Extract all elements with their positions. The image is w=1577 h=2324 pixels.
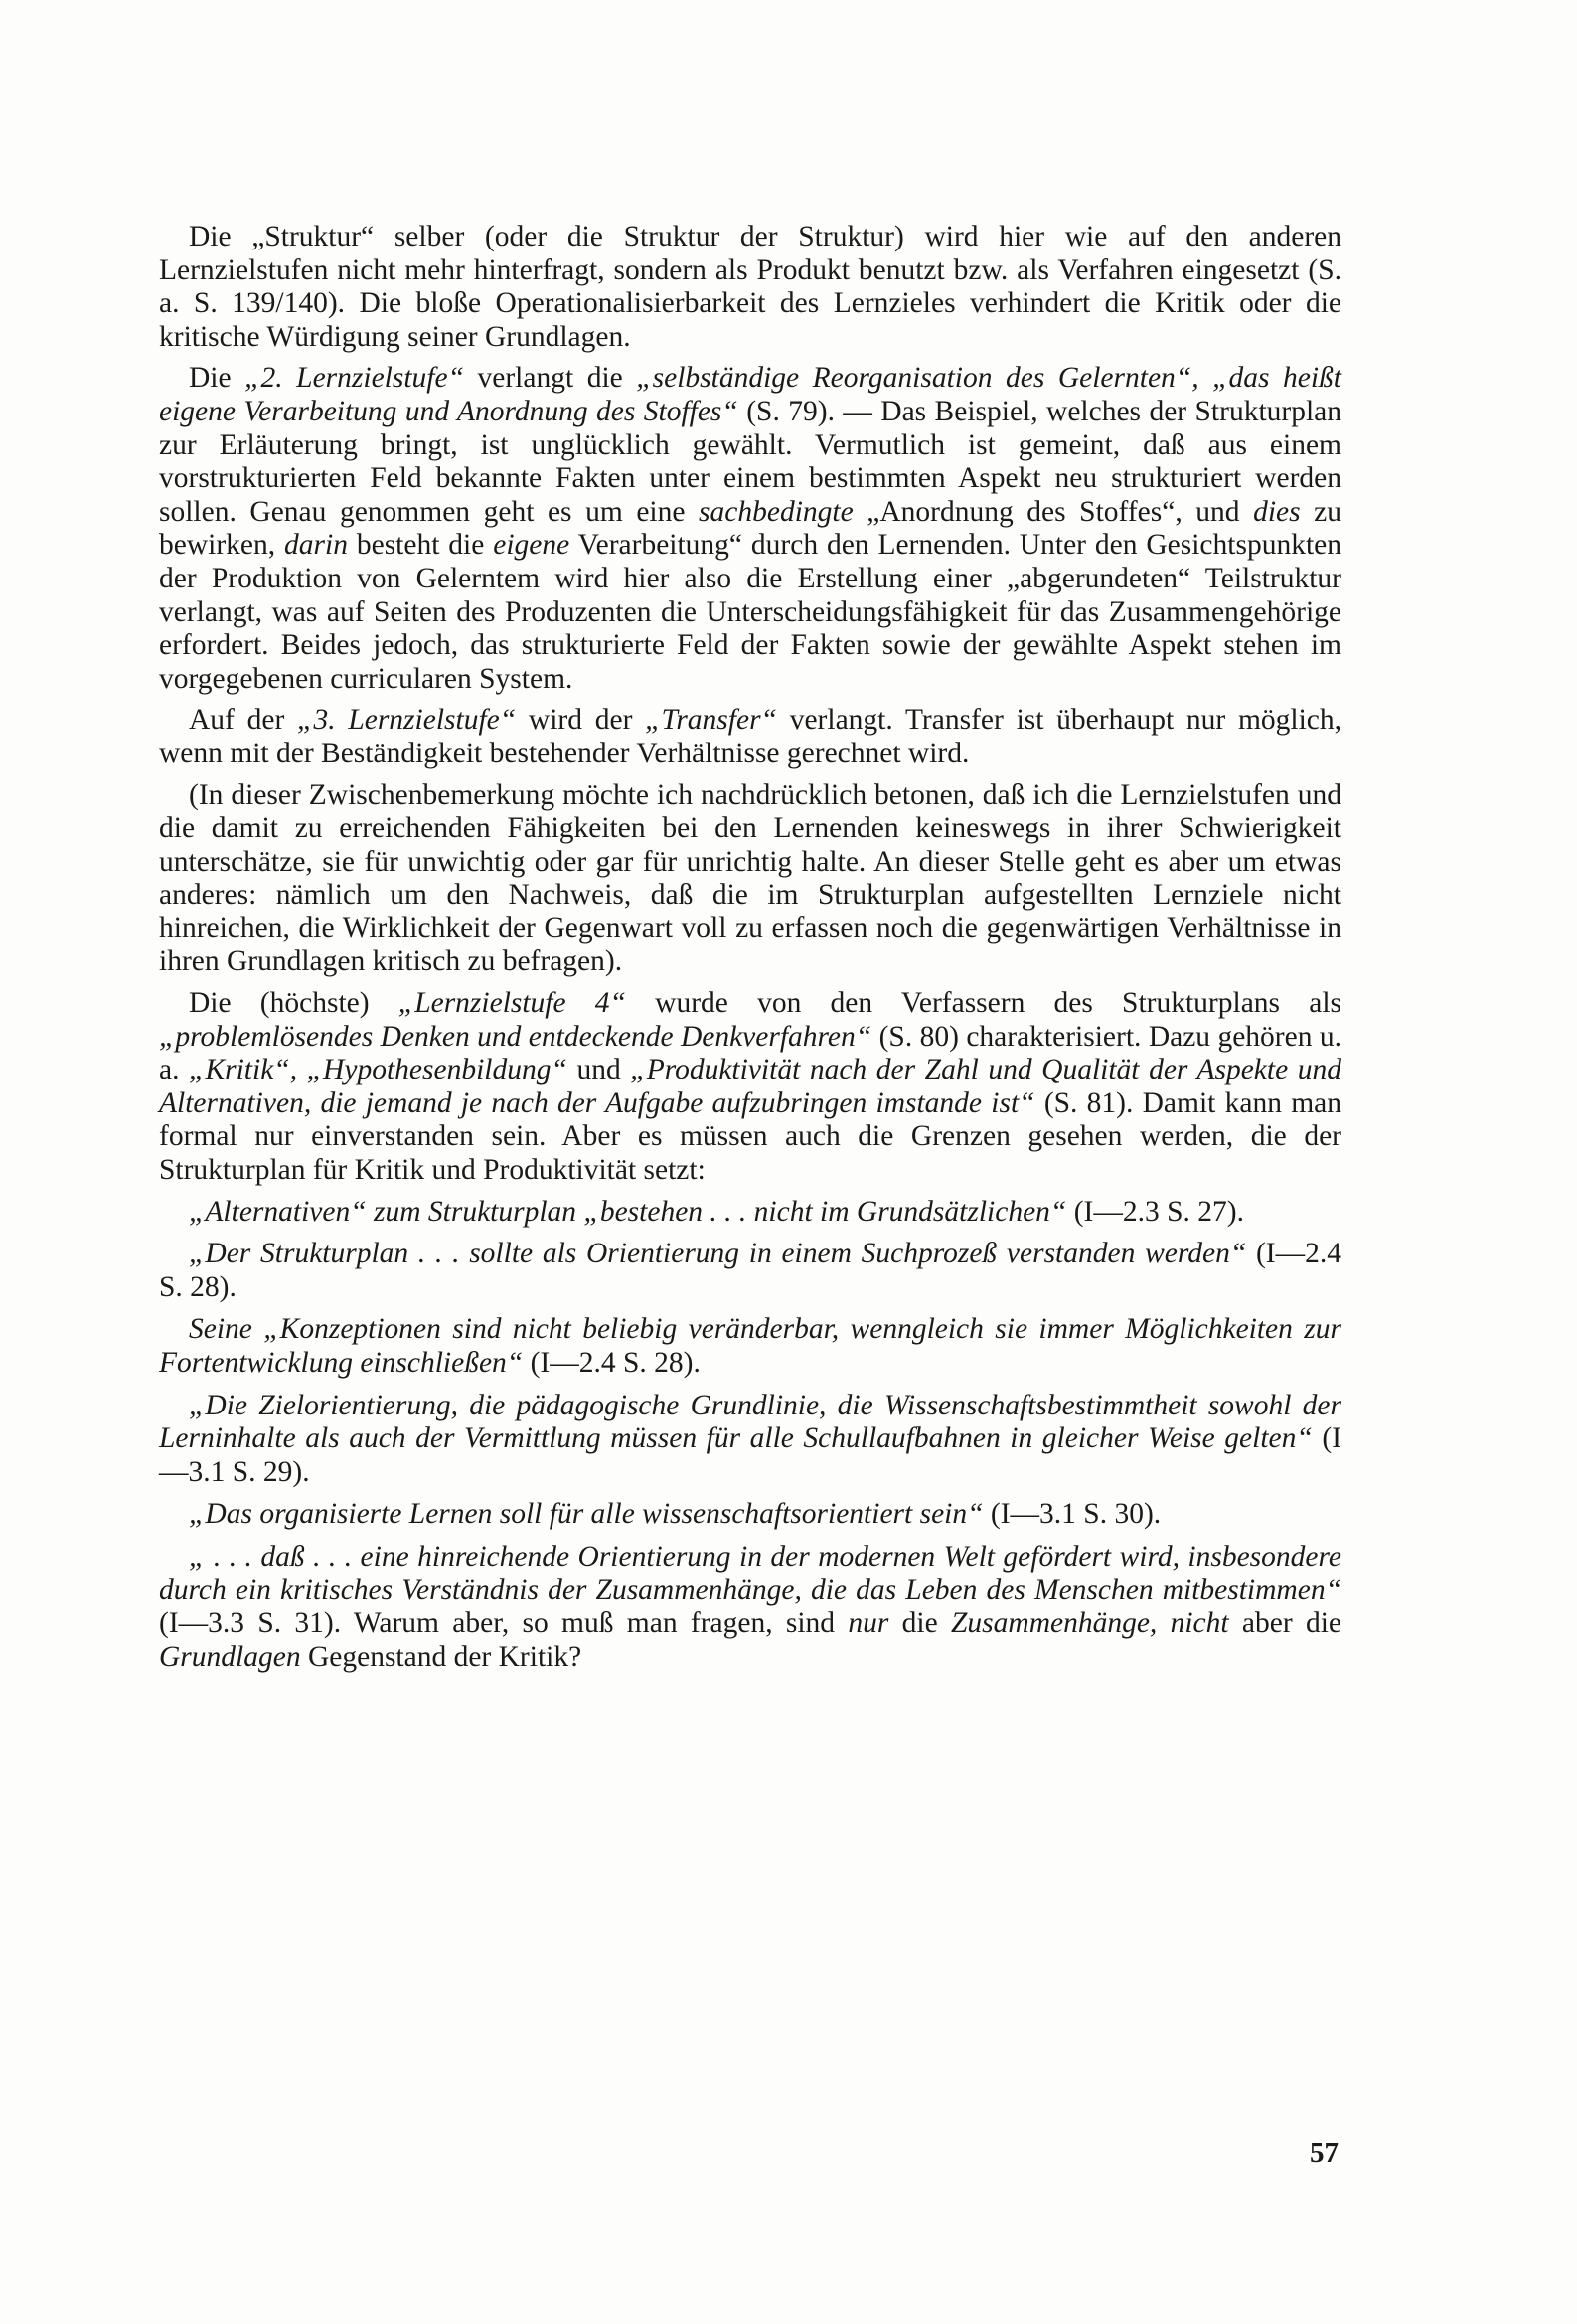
italic-text: Grundlagen <box>159 1640 301 1673</box>
italic-text: Zusammenhänge, nicht <box>951 1607 1229 1640</box>
text-run: Verarbeitung“ durch den Lernenden. Unter den Gesichtspunkten der Produktion von Gelerntem wird hier also die Erstellung einer „abgerundeten“ Teilstruktur verlangt, was auf Seiten des Produzenten die Unterscheidungsfähigkeit für das Zusammengehörige erfordert. Beides jedoch, das strukturierte Feld der Fakten sowie der gewählte Aspekt stehen im vorgegebenen curricularen System. <box>159 529 1341 695</box>
paragraph <box>159 362 1341 696</box>
text-run: (S. 80) charakterisiert. Dazu gehören u. a. <box>159 1020 1341 1086</box>
text-run: (I—3.3 S. 31). Warum aber, so muß man fragen, sind <box>159 1607 849 1640</box>
text-run: (I—2.4 S. 28). <box>523 1347 701 1379</box>
text-run: verlangt. Transfer ist überhaupt nur möglich, wenn mit der Beständigkeit bestehender Verhältnisse gerechnet wird. <box>159 704 1342 769</box>
italic-text: „Lernzielstufe 4“ <box>397 987 626 1020</box>
italic-text: „2. Lernzielstufe“ <box>244 362 464 395</box>
italic-text: „Produktivität nach der Zahl und Qualität der Aspekte und Alternativen, die jemand je nach der Aufgabe aufzubringen imstande ist“ <box>159 1054 1342 1119</box>
text-run: (I—3.1 S. 29). <box>159 1422 1341 1488</box>
italic-text: „Alternativen“ zum Strukturplan „bestehen . . . nicht im Grundsätzlichen“ <box>189 1195 1067 1228</box>
page-number: 57 <box>1310 2137 1339 2169</box>
text-run: (I—2.3 S. 27). <box>1066 1195 1244 1228</box>
quote-paragraph <box>159 1238 1341 1304</box>
paragraph <box>159 704 1341 770</box>
text-run: Gegenstand der Kritik? <box>300 1640 582 1673</box>
italic-text: sachbedingte <box>699 495 854 528</box>
body-text <box>159 221 1341 1674</box>
quote-paragraph <box>159 1313 1341 1380</box>
italic-text: Seine „Konzeptionen sind nicht beliebig veränderbar, wenngleich sie immer Möglichkeiten zur Fortentwicklung einschließen“ <box>159 1313 1341 1379</box>
text-run: wurde von den Verfassern des Strukturplans als <box>625 987 1341 1020</box>
italic-text: „ . . . daß . . . eine hinreichende Orientierung in der modernen Welt gefördert wird, insbesondere durch ein kritisches Verständnis der Zusammenhänge, die das Leben des Menschen mitbestimmen“ <box>159 1540 1341 1606</box>
italic-text: „Der Strukturplan . . . sollte als Orientierung in einem Suchprozeß verstanden werden“ <box>189 1238 1247 1270</box>
italic-text: eigene <box>493 529 570 562</box>
italic-text: „problemlösendes Denken und entdeckende Denkverfahren“ <box>159 1020 872 1053</box>
paragraph: (In dieser Zwischenbemerkung möchte ich nachdrücklich betonen, daß ich die Lernzielstufen und die damit zu erreichenden Fähigkeiten bei den Lernenden keineswegs in ihrer Schwierigkeit unterschätze, sie für unwichtig oder gar für unrichtig halte. An dieser Stelle geht es aber um etwas anderes: nämlich um den Nachweis, daß die im Strukturplan aufgestellten Lernziele nicht hinreichen, die Wirklichkeit der Gegenwart voll zu erfassen noch die gegenwärtigen Verhältnisse in ihren Grundlagen kritisch zu befragen). <box>159 778 1341 978</box>
quote-paragraph <box>159 1196 1341 1230</box>
text-run: (I—2.4 S. 28). <box>159 1238 1341 1303</box>
text-run: wird der <box>516 704 646 737</box>
text-run: (I—3.1 S. 30). <box>983 1498 1162 1531</box>
text-run: und <box>566 1054 631 1086</box>
text-run: aber die <box>1228 1607 1341 1640</box>
italic-text: „Kritik“, „Hypothesenbildung“ <box>189 1054 567 1086</box>
quote-paragraph <box>159 1390 1341 1490</box>
italic-text: „3. Lernzielstufe“ <box>297 704 517 737</box>
text-run: Auf der <box>189 704 298 737</box>
paragraph <box>159 987 1341 1188</box>
quote-paragraph <box>159 1541 1341 1674</box>
text-run: verlangt die <box>464 362 637 395</box>
italic-text: „Die Zielorientierung, die pädagogische Grundlinie, die Wissenschaftsbestimmtheit sowohl der Lerninhalte als auch der Vermittlung müssen für alle Schullaufbahnen in gleicher Weise gelten“ <box>159 1389 1341 1455</box>
italic-text: „Transfer“ <box>645 704 777 737</box>
quote-paragraph <box>159 1498 1341 1532</box>
paragraph: Die „Struktur“ selber (oder die Struktur der Struktur) wird hier wie auf den anderen Lernzielstufen nicht mehr hinterfragt, sondern als Produkt benutzt bzw. als Verfahren eingesetzt (S. a. S. 139/140). Die bloße Operationalisierbarkeit des Lernzieles verhindert die Kritik oder die kritische Würdigung seiner Grundlagen. <box>159 221 1341 353</box>
italic-text: dies <box>1253 495 1301 528</box>
text-run: (S. 81). Damit kann man formal nur einverstanden sein. Aber es müssen auch die Grenzen gesehen werden, die der Strukturplan für Kritik und Produktivität setzt: <box>159 1086 1341 1187</box>
italic-text: „selbständige Reorganisation des Gelernten“, „das heißt eigene Verarbeitung und Anordnung des Stoffes“ <box>159 362 1341 427</box>
text-run: zu bewirken, <box>159 495 1342 562</box>
text-run: „Anordnung des Stoffes“, und <box>853 495 1254 528</box>
text-run: Die <box>189 362 245 395</box>
text-run: besteht die <box>347 529 494 562</box>
italic-text: „Das organisierte Lernen soll für alle wissenschaftsorientiert sein“ <box>189 1498 984 1531</box>
text-run: die <box>888 1607 951 1640</box>
italic-text: nur <box>848 1607 889 1640</box>
text-run: Die (höchste) <box>189 987 398 1020</box>
italic-text: darin <box>284 529 348 562</box>
text-run: (S. 79). — Das Beispiel, welches der Strukturplan zur Erläuterung bringt, ist unglücklich gewählt. Vermutlich ist gemeint, daß aus einem vorstrukturierten Feld bekannte Fakten unter einem bestimmten Aspekt neu strukturiert werden sollen. Genau genommen geht es um eine <box>159 395 1341 528</box>
